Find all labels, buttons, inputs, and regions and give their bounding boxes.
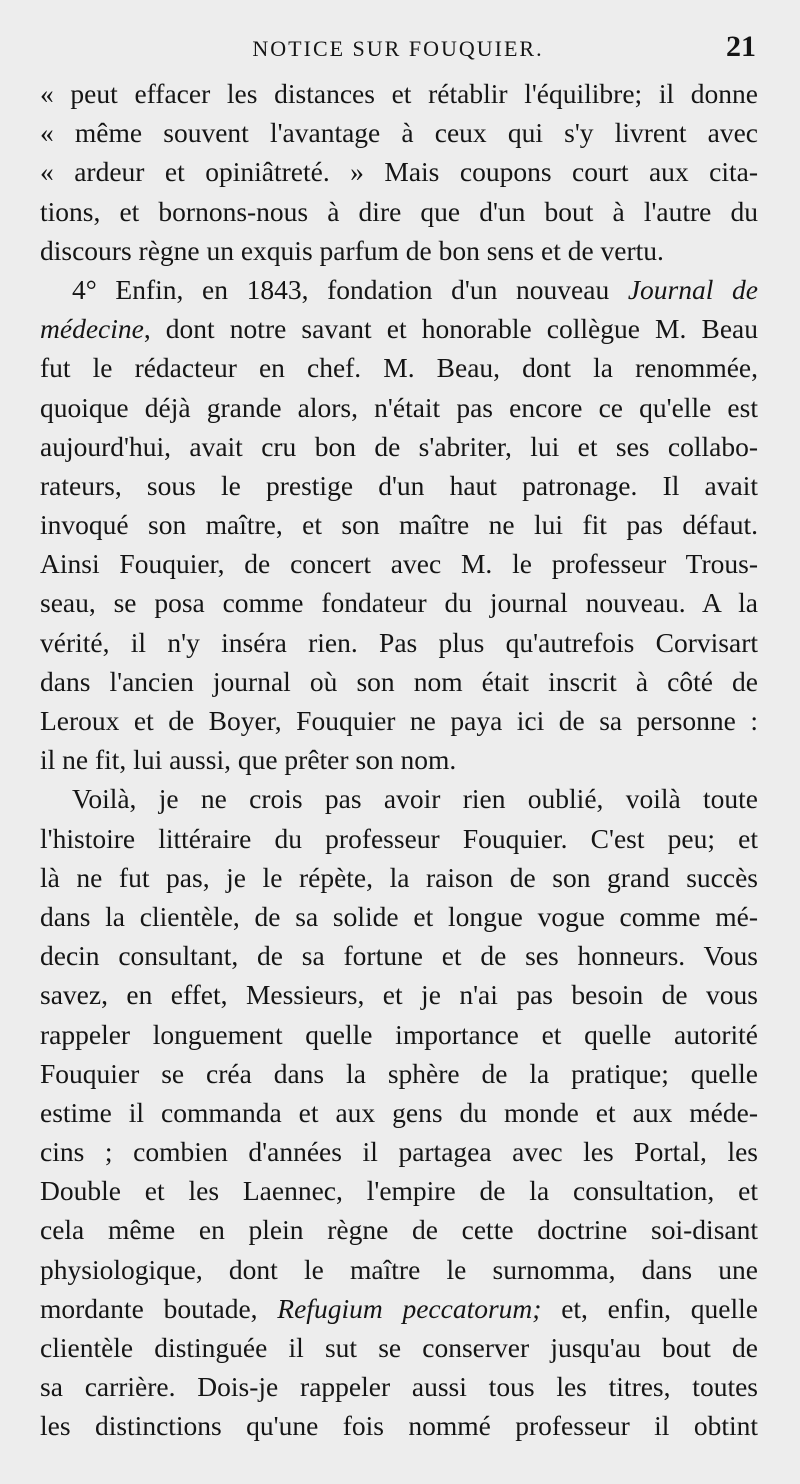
text-line: « ardeur et opiniâtreté. » Mais coupons court aux cita- — [40, 156, 758, 188]
text-line: clientèle distinguée il sut se conserver jusqu'au bout de — [40, 1332, 758, 1363]
page-number: 21 — [726, 30, 756, 63]
text-line: rateurs, sous le prestige d'un haut patronage. Il avait — [40, 469, 758, 501]
text-line: l'histoire littéraire du professeur Fouquier. C'est peu; et — [40, 822, 758, 854]
text-line: Fouquier se créa dans la sphère de la pratique; quelle — [40, 1057, 758, 1089]
journal-title-italic: médecine — [40, 313, 144, 345]
text-line: savez, en effet, Messieurs, et je n'ai pas besoin de vous — [40, 979, 758, 1011]
text-line: dans la clientèle, de sa solide et longue vogue comme mé- — [40, 900, 758, 932]
text-line: Leroux et de Boyer, Fouquier ne paya ici de sa personne : — [40, 705, 758, 736]
journal-title-italic: Journal de — [627, 273, 758, 305]
text-line: vérité, il n'y inséra rien. Pas plus qu'autrefois Corvisart — [40, 626, 758, 658]
text-line: dans l'ancien journal où son nom était inscrit à côté de — [40, 665, 758, 697]
text-line: rappeler longuement quelle importance et quelle autorité — [40, 1018, 758, 1050]
text-line: « même souvent l'avantage à ceux qui s'y livrent avec — [40, 117, 758, 149]
text-line: Voilà, je ne crois pas avoir rien oublié, voilà toute — [72, 783, 758, 815]
text-line: « peut effacer les distances et rétablir l'équilibre; il donne — [40, 78, 758, 109]
text-line: Double et les Laennec, l'empire de la consultation, et — [40, 1175, 758, 1207]
line-text: mordante boutade, — [40, 1292, 278, 1324]
text-line: cins ; combien d'années il partagea avec les Portal, les — [40, 1136, 758, 1168]
text-line: discours règne un exquis parfum de bon sens et de vertu. — [40, 234, 664, 266]
text-line — [40, 1289, 758, 1328]
text-line: fut le rédacteur en chef. M. Beau, dont la renommée, — [40, 352, 758, 384]
text-line: là ne fut pas, je le répète, la raison de son grand succès — [40, 861, 758, 893]
page-header — [40, 28, 756, 68]
line-text: 4° Enfin, en 1843, fondation d'un nouveau — [72, 273, 628, 305]
text-line: physiologique, dont le maître le surnomma, dans une — [40, 1253, 758, 1285]
latin-phrase-italic: Refugium peccatorum; — [277, 1292, 542, 1324]
text-line: sa carrière. Dois-je rappeler aussi tous les titres, toutes — [40, 1371, 758, 1403]
text-line: les distinctions qu'une fois nommé professeur il obtint — [40, 1410, 758, 1442]
running-title: NOTICE SUR FOUQUIER. — [252, 36, 544, 61]
line-text: et, enfin, quelle — [541, 1292, 759, 1324]
text-line: il ne fit, lui aussi, que prêter son nom. — [40, 744, 457, 776]
text-line — [40, 270, 758, 309]
text-line — [40, 309, 758, 348]
text-line: tions, et bornons-nous à dire que d'un bout à l'autre du — [40, 195, 758, 227]
body-text — [40, 74, 758, 1446]
text-line: decin consultant, de sa fortune et de ses honneurs. Vous — [40, 940, 758, 972]
text-line: estime il commanda et aux gens du monde et aux méde- — [40, 1096, 758, 1128]
text-line: seau, se posa comme fondateur du journal nouveau. A la — [40, 587, 758, 619]
text-line: Ainsi Fouquier, de concert avec M. le professeur Trous- — [40, 548, 758, 580]
line-text: , dont notre savant et honorable collègue M. Beau — [143, 313, 758, 345]
text-line: quoique déjà grande alors, n'était pas encore ce qu'elle est — [40, 391, 758, 423]
text-line: aujourd'hui, avait cru bon de s'abriter, lui et ses collabo- — [40, 430, 758, 462]
text-line: cela même en plein règne de cette doctrine soi-disant — [40, 1214, 758, 1246]
text-line: invoqué son maître, et son maître ne lui fit pas défaut. — [40, 509, 758, 541]
